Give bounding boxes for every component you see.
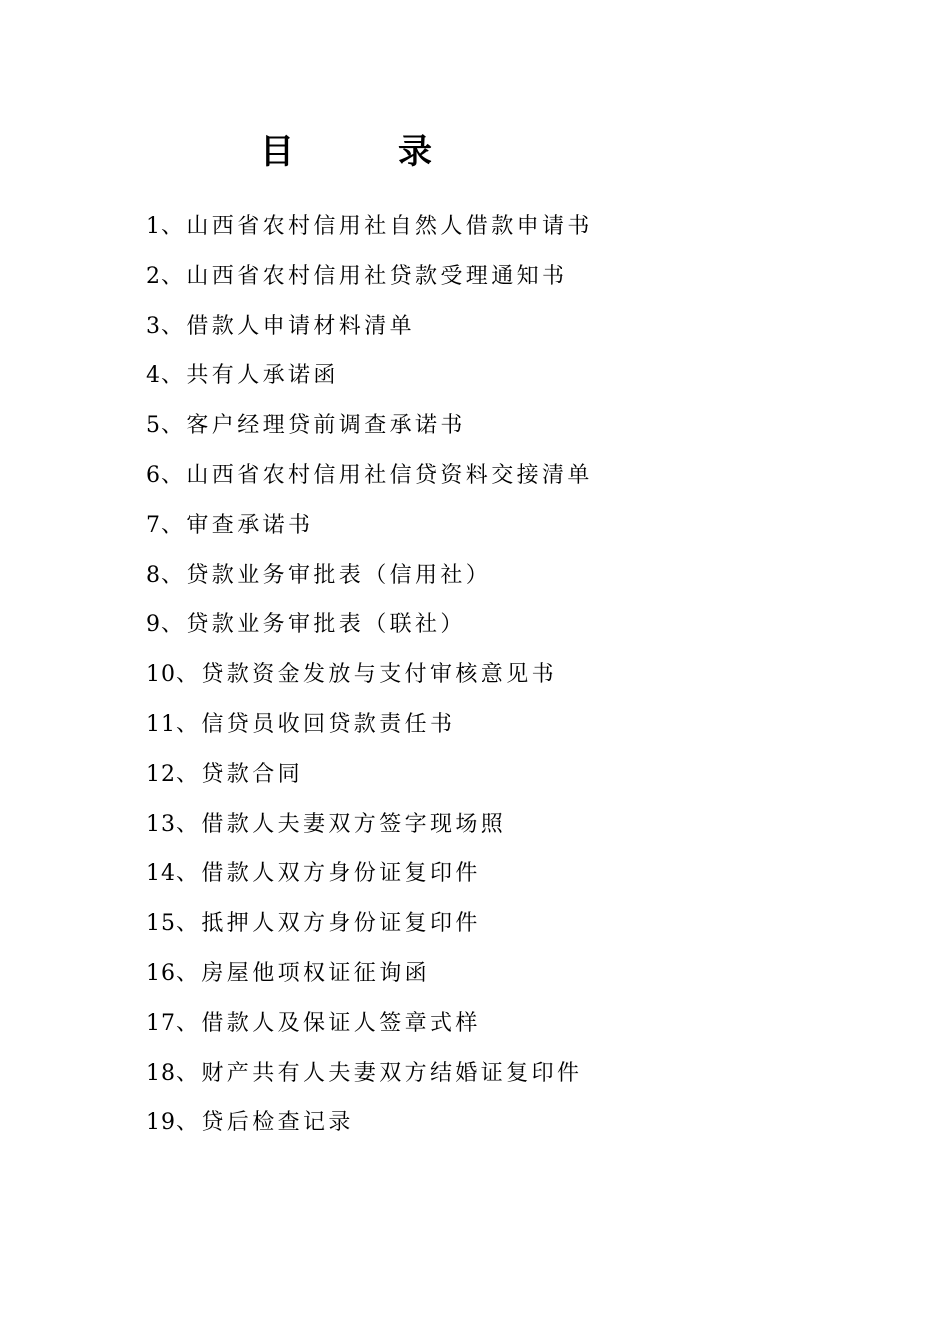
toc-item-3 [146,302,906,352]
toc-number: 13 [146,811,176,837]
toc-item-7 [146,501,906,551]
toc-text: 抵押人双方身份证复印件 [201,911,481,937]
toc-item-5 [146,401,906,451]
toc-number: 4 [146,363,161,389]
toc-text: 山西省农村信用社信贷资料交接清单 [186,462,593,488]
table-of-contents [146,202,906,1148]
toc-text: 贷后检查记录 [201,1110,354,1136]
toc-item-6 [146,451,906,501]
toc-separator: 、 [161,512,187,538]
toc-item-19 [146,1098,906,1148]
toc-number: 19 [146,1110,176,1136]
toc-text: 山西省农村信用社自然人借款申请书 [186,214,593,239]
toc-number: 11 [146,711,176,737]
toc-text: 信贷员收回贷款责任书 [201,711,456,737]
toc-item-15 [146,899,906,949]
toc-separator: 、 [161,462,187,488]
toc-number: 10 [146,662,176,688]
toc-separator: 、 [176,811,202,837]
toc-text: 财产共有人夫妻双方结婚证复印件 [201,1060,583,1086]
toc-number: 2 [146,263,161,289]
toc-text: 客户经理贷前调查承诺书 [186,413,466,439]
toc-text: 房屋他项权证征询函 [201,960,431,986]
toc-separator: 、 [161,363,187,389]
toc-text: 贷款业务审批表（联社） [186,612,466,638]
toc-text: 审查承诺书 [186,512,314,538]
toc-separator: 、 [161,263,187,289]
toc-item-18 [146,1049,906,1099]
toc-separator: 、 [176,761,202,787]
toc-number: 1 [146,214,161,239]
toc-number: 9 [146,612,161,638]
toc-text: 贷款资金发放与支付审核意见书 [201,662,558,688]
toc-number: 8 [146,562,161,588]
toc-item-10 [146,650,906,700]
toc-separator: 、 [176,1010,202,1036]
toc-text: 借款人双方身份证复印件 [201,861,481,887]
toc-number: 15 [146,911,176,937]
toc-item-9 [146,600,906,650]
toc-item-17 [146,999,906,1049]
toc-separator: 、 [161,562,187,588]
title-char-1: 目 [260,132,294,172]
toc-number: 17 [146,1010,176,1036]
page-title [0,128,950,176]
title-char-2: 录 [398,132,432,172]
toc-separator: 、 [176,960,202,986]
toc-separator: 、 [176,662,202,688]
toc-separator: 、 [176,1060,202,1086]
toc-number: 6 [146,462,161,488]
toc-separator: 、 [176,1110,202,1136]
toc-text: 借款人及保证人签章式样 [201,1010,481,1036]
toc-item-2 [146,252,906,302]
toc-text: 借款人夫妻双方签字现场照 [201,811,507,837]
toc-separator: 、 [161,313,187,339]
toc-number: 12 [146,761,176,787]
toc-text: 共有人承诺函 [186,363,339,389]
toc-number: 14 [146,861,176,887]
toc-number: 3 [146,313,161,339]
toc-separator: 、 [161,612,187,638]
toc-item-13 [146,800,906,850]
toc-text: 山西省农村信用社贷款受理通知书 [186,263,568,289]
toc-separator: 、 [161,413,187,439]
toc-item-16 [146,949,906,999]
toc-text: 贷款业务审批表（信用社） [186,562,492,588]
toc-item-1 [146,202,906,252]
toc-item-8 [146,551,906,601]
toc-separator: 、 [176,861,202,887]
toc-text: 借款人申请材料清单 [186,313,416,339]
toc-number: 16 [146,960,176,986]
toc-item-11 [146,700,906,750]
toc-item-4 [146,351,906,401]
toc-number: 18 [146,1060,176,1086]
toc-text: 贷款合同 [201,761,304,787]
toc-item-14 [146,849,906,899]
toc-number: 5 [146,413,161,439]
toc-separator: 、 [176,911,202,937]
toc-separator: 、 [161,214,187,239]
toc-number: 7 [146,512,161,538]
toc-item-12 [146,750,906,800]
toc-separator: 、 [176,711,202,737]
